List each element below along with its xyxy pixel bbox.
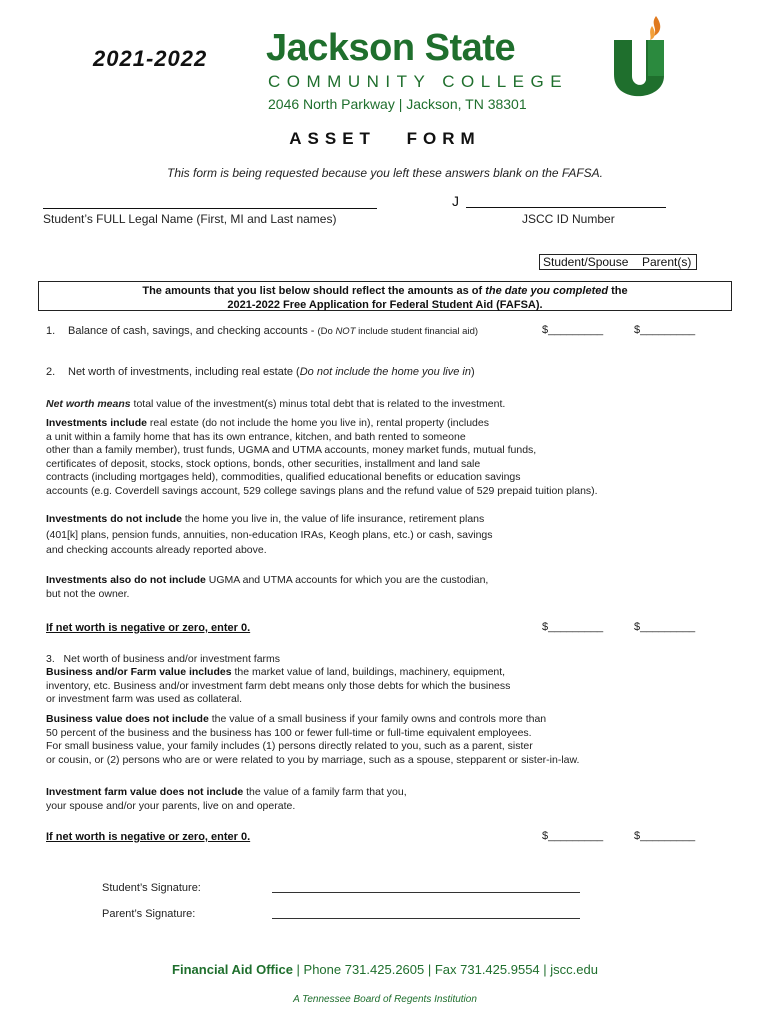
inv-include-line: accounts (e.g. Coverdell savings account, 529 college savings plans and the refund value of 529 prepaid tuition plans). — [46, 484, 598, 497]
form-year: 2021-2022 — [93, 46, 208, 71]
inv-include-line: a unit within a family home that has its own entrance, kitchen, and bath rented to someone — [46, 430, 466, 443]
form-title: ASSET FORM — [289, 129, 481, 148]
q1-paren-a: (Do — [317, 326, 336, 337]
q3-heading — [46, 653, 746, 667]
investment-farm-paragraph — [46, 786, 746, 813]
q1-paren-c: include student financial aid) — [355, 326, 479, 337]
student-name-field[interactable] — [43, 208, 377, 209]
q3-negative-note: If net worth is negative or zero, enter 0. — [46, 831, 251, 843]
column-parents: Parent(s) — [642, 255, 692, 269]
jscc-id-field[interactable] — [466, 207, 666, 208]
q1-not: NOT — [335, 326, 356, 337]
net-worth-definition — [46, 398, 746, 412]
investments-not-include-paragraph — [46, 512, 746, 559]
net-worth-text: total value of the investment(s) minus total debt that is related to the investment. — [130, 398, 506, 410]
inv-include-line: contracts (including mortgages held), commodities, qualified educational benefits or education savings — [46, 471, 521, 483]
college-subtitle: COMMUNITY COLLEGE — [268, 72, 569, 91]
bv-line: the value of a small business if your family owns and controls more than — [208, 713, 547, 725]
notice-box — [38, 281, 732, 311]
notice-emphasis: the date you completed — [485, 285, 609, 297]
if-line: your spouse and/or your parents, live on and operate. — [46, 799, 296, 812]
inv-also-line: UGMA and UTMA accounts for which you are the custodian, — [205, 574, 489, 586]
q1-question — [68, 324, 478, 339]
q1-text: Balance of cash, savings, and checking accounts - — [68, 325, 318, 337]
parent-signature-label: Parent’s Signature: — [102, 908, 196, 920]
q3-number: 3. — [46, 653, 55, 665]
business-value-paragraph — [46, 713, 766, 767]
bv-line: 50 percent of the business and the business has 100 or fewer full-time or full-time equivalent employees. — [46, 726, 532, 739]
college-address: 2046 North Parkway | Jackson, TN 38301 — [268, 96, 527, 112]
student-signature-field[interactable] — [272, 892, 580, 893]
college-logo-icon — [612, 14, 672, 98]
q2-text-b: Do not include the home you live in — [299, 366, 471, 378]
college-name: Jackson State — [266, 27, 516, 69]
footer-contact-details: | Phone 731.425.2605 | Fax 731.425.9554 | jscc.edu — [292, 962, 598, 977]
bf-line: the market value of land, buildings, machinery, equipment, — [231, 666, 506, 678]
financial-aid-office: Financial Aid Office — [172, 962, 293, 977]
footer-tagline: A Tennessee Board of Regents Institution — [293, 994, 477, 1005]
footer-contact — [0, 962, 770, 977]
investments-include-paragraph — [46, 417, 746, 498]
bv-term: Business value does not include — [46, 713, 209, 725]
q1-student-amount[interactable]: $_________ — [542, 324, 604, 336]
q2-number: 2. — [46, 366, 56, 378]
inv-not-line: the home you live in, the value of life insurance, retirement plans — [181, 513, 485, 525]
student-name-label: Student’s FULL Legal Name (First, MI and Last names) — [43, 212, 337, 226]
column-student-spouse: Student/Spouse — [543, 255, 629, 269]
inv-include-line: real estate (do not include the home you live in), rental property (includes — [146, 417, 489, 429]
bv-line: For small business value, your family includes (1) persons directly related to you, such as a parent, sister — [46, 740, 533, 752]
bf-line: inventory, etc. Business and/or investment farm debt means only those debts for which the business — [46, 679, 511, 692]
inv-not-term: Investments do not include — [46, 513, 182, 525]
inv-not-line: (401[k] plans, pension funds, annuities, non-education IRAs, Keogh plans, etc.) or cash, savings — [46, 528, 493, 541]
q2-negative-note: If net worth is negative or zero, enter 0. — [46, 622, 251, 634]
bf-line: or investment farm was used as collateral. — [46, 693, 243, 705]
q3-parent-amount[interactable]: $_________ — [634, 830, 696, 842]
id-prefix: J — [452, 193, 459, 209]
net-worth-term: Net worth means — [46, 398, 131, 410]
q1-number: 1. — [46, 325, 56, 337]
if-term: Investment farm value does not include — [46, 786, 244, 798]
bf-term: Business and/or Farm value includes — [46, 666, 232, 678]
q2-parent-amount[interactable]: $_________ — [634, 621, 696, 633]
q2-text-a: Net worth of investments, including real estate ( — [68, 366, 300, 378]
q2-text-c: ) — [470, 366, 475, 378]
notice-text-a: The amounts that you list below should reflect the amounts as of — [142, 285, 486, 297]
inv-not-line: and checking accounts already reported above. — [46, 544, 267, 556]
bv-line: or cousin, or (2) persons who are or were related to you by marriage, such as a spouse, stepparent or sister-in-law. — [46, 753, 580, 766]
investments-also-not-include-paragraph — [46, 574, 746, 601]
notice-line2: 2021-2022 Free Application for Federal Student Aid (FAFSA). — [227, 299, 543, 311]
inv-also-term: Investments also do not include — [46, 574, 206, 586]
inv-also-line: but not the owner. — [46, 587, 130, 600]
q2-student-amount[interactable]: $_________ — [542, 621, 604, 633]
inv-include-line: certificates of deposit, stocks, stock options, bonds, other securities, installment and land sale — [46, 457, 481, 470]
q1-parent-amount[interactable]: $_________ — [634, 324, 696, 336]
jscc-id-label: JSCC ID Number — [522, 212, 615, 226]
intro-text: This form is being requested because you left these answers blank on the FAFSA. — [166, 166, 603, 180]
notice-text-c: the — [608, 285, 628, 297]
q3-student-amount[interactable]: $_________ — [542, 830, 604, 842]
business-farm-paragraph — [46, 666, 746, 707]
parent-signature-field[interactable] — [272, 918, 580, 919]
inv-include-term: Investments include — [46, 417, 147, 429]
if-line: the value of a family farm that you, — [243, 786, 407, 798]
q3-text: Net worth of business and/or investment farms — [63, 653, 281, 665]
inv-include-line: other than a family member), trust funds, UGMA and UTMA accounts, money market funds, mutual funds, — [46, 444, 537, 456]
q2-question — [68, 365, 475, 379]
student-signature-label: Student’s Signature: — [102, 882, 201, 894]
